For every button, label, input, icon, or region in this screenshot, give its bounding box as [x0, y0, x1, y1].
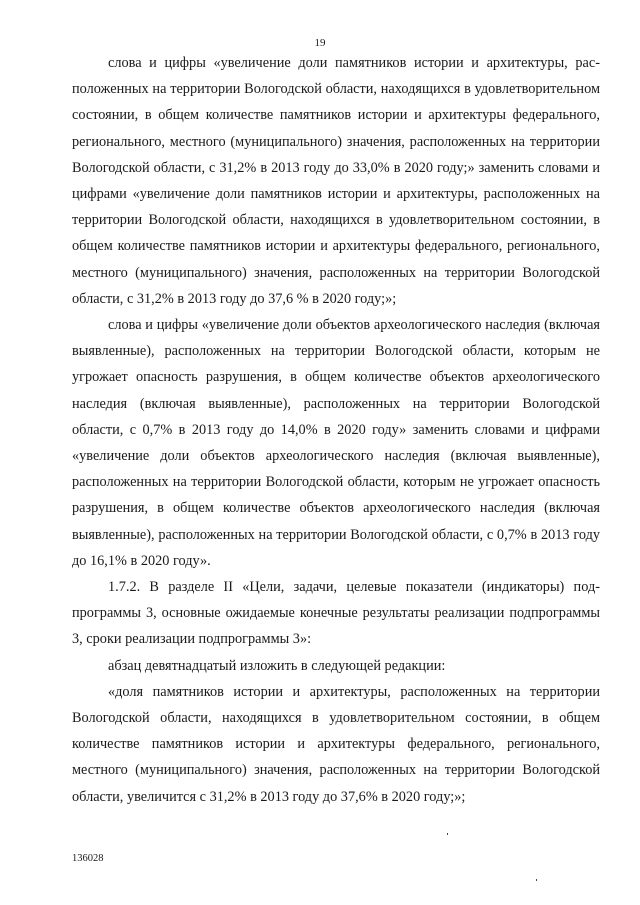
document-body [72, 50, 600, 810]
paragraph-monuments-replacement: слова и цифры «увеличение доли памятников истории и архитектуры, расположенных на территории Вологодской области, находящихся в удовлетворительном состоянии, в общем количестве памятников истории и архитектуры федерального, регионального, местного (муниципального) значения, расположенных на территории Вологодской области, с 31,2% в 2013 году до 33,0% в 2020 году;» заменить словами и цифрами «увеличение доли памятников истории и архитектуры, расположенных на территории Вологодской области, находящихся в удовлетворительном состоянии, в общем количестве памятников истории и архитектуры федерального, регионального, местного (муниципального) значения, расположенных на территории Вологодской области, с 31,2% в 2013 году до 37,6 % в 2020 году;»; [72, 55, 600, 307]
paragraph-nineteenth-instruction: абзац девятнадцатый изложить в следующей редакции: [108, 657, 446, 674]
page-number: 19 [314, 37, 326, 49]
paragraph-archaeology-replacement: слова и цифры «увеличение доли объектов археологического наследия (включая выявленные), расположенных на территории Вологодской области, которым не угрожает опасность разрушения, в общем количестве объектов археологического наследия (включая выявленные), расположенных на территории Вологодской области, с 0,7% в 2013 году до 14,0% в 2020 году» заменить словами и цифрами «увеличение доли объектов археологического наследия (включая выявленные), расположенных на территории Вологодской области, которым не угрожает опасность разрушения, в общем количестве объектов археологического наследия (включая выявленные), расположенных на территории Вологодской области, с 0,7% в 2013 году до 16,1% в 2020 году». [72, 317, 600, 569]
scan-artifact [536, 879, 537, 881]
scan-artifact [447, 833, 448, 835]
paragraph-section-ii-heading: 1.7.2. В разделе II «Цели, задачи, целевые показатели (индикаторы) подпрограммы 3, основные ожидаемые конечные результаты реализации подпрограммы 3, сроки реализации подпрограммы 3»: [72, 579, 600, 648]
paragraph-new-wording: «доля памятников истории и архитектуры, расположенных на территории Вологодской области, находящихся в удовлетворительном состоянии, в общем количестве памятников истории и архитектуры федерального, регионального, местного (муниципального) значения, расположенных на территории Вологодской области, увеличится с 31,2% в 2013 году до 37,6% в 2020 году;»; [72, 683, 600, 805]
document-code: 136028 [72, 853, 104, 864]
